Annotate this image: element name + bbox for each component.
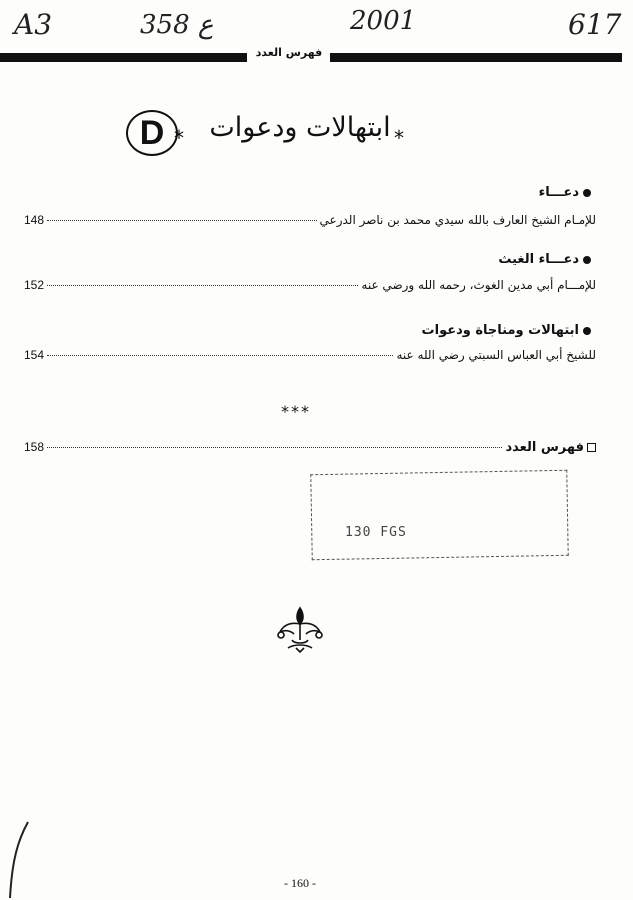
section-title: ابتهالات ودعوات <box>209 112 391 143</box>
toc-entry-text: للشيخ أبي العباس السبتي رضي الله عنه <box>396 348 596 362</box>
toc-index-title <box>505 440 596 455</box>
toc-line <box>24 213 596 227</box>
bullet-icon <box>583 256 591 264</box>
toc-dot-leader <box>47 284 358 286</box>
handwritten-note-617: 617 <box>568 8 622 41</box>
handwritten-note-year: 2001 <box>350 6 417 36</box>
bullet-icon <box>583 327 591 335</box>
fleuron-ornament-icon <box>272 604 328 654</box>
logo-letter: D <box>139 113 165 152</box>
toc-entry-title <box>539 185 591 200</box>
toc-page-number: 152 <box>24 278 45 292</box>
page-number: - 160 - <box>284 876 316 890</box>
toc-page-number: 154 <box>24 348 45 362</box>
header-bar-right <box>330 53 622 62</box>
toc-entry-text: للإمـام الشيخ العارف بالله سيدي محمد بن ناصر الدرعي <box>319 213 596 227</box>
toc-line <box>24 278 596 292</box>
header-title: فهرس العدد <box>255 46 323 59</box>
title-star-left: * <box>174 126 184 150</box>
toc-page-number: 148 <box>24 213 45 227</box>
toc-entry-title-text: دعـــاء <box>538 185 579 200</box>
toc-entry-title <box>498 252 591 267</box>
handwritten-note-a3: A3 <box>14 8 53 41</box>
toc-dot-leader <box>47 446 502 448</box>
toc-entry-title <box>422 323 591 338</box>
margin-scribble-icon <box>6 820 36 900</box>
toc-index-line <box>24 440 596 455</box>
toc-dot-leader <box>47 354 393 356</box>
toc-line <box>24 348 596 362</box>
toc-dot-leader <box>47 219 317 221</box>
toc-entry-title-text: دعـــاء الغيث <box>498 252 579 267</box>
library-stamp <box>310 470 568 560</box>
square-bullet-icon <box>587 443 596 452</box>
header-bar-left <box>0 53 247 62</box>
toc-entry-title-text: ابتهالات ومناجاة ودعوات <box>421 323 579 338</box>
d-logo-icon <box>126 110 178 156</box>
stamp-code: 130 FGS <box>345 525 407 540</box>
title-star-right: * <box>394 126 404 150</box>
toc-entry-text: للإمـــام أبي مدين الغوث، رحمه الله ورضي عنه <box>361 278 596 292</box>
separator-stars: *** <box>281 402 311 421</box>
toc-index-title-text: فهرس العدد <box>505 440 584 455</box>
bullet-icon <box>583 189 591 197</box>
handwritten-note-358: 358 ع <box>140 10 214 40</box>
toc-page-number: 158 <box>24 440 45 454</box>
